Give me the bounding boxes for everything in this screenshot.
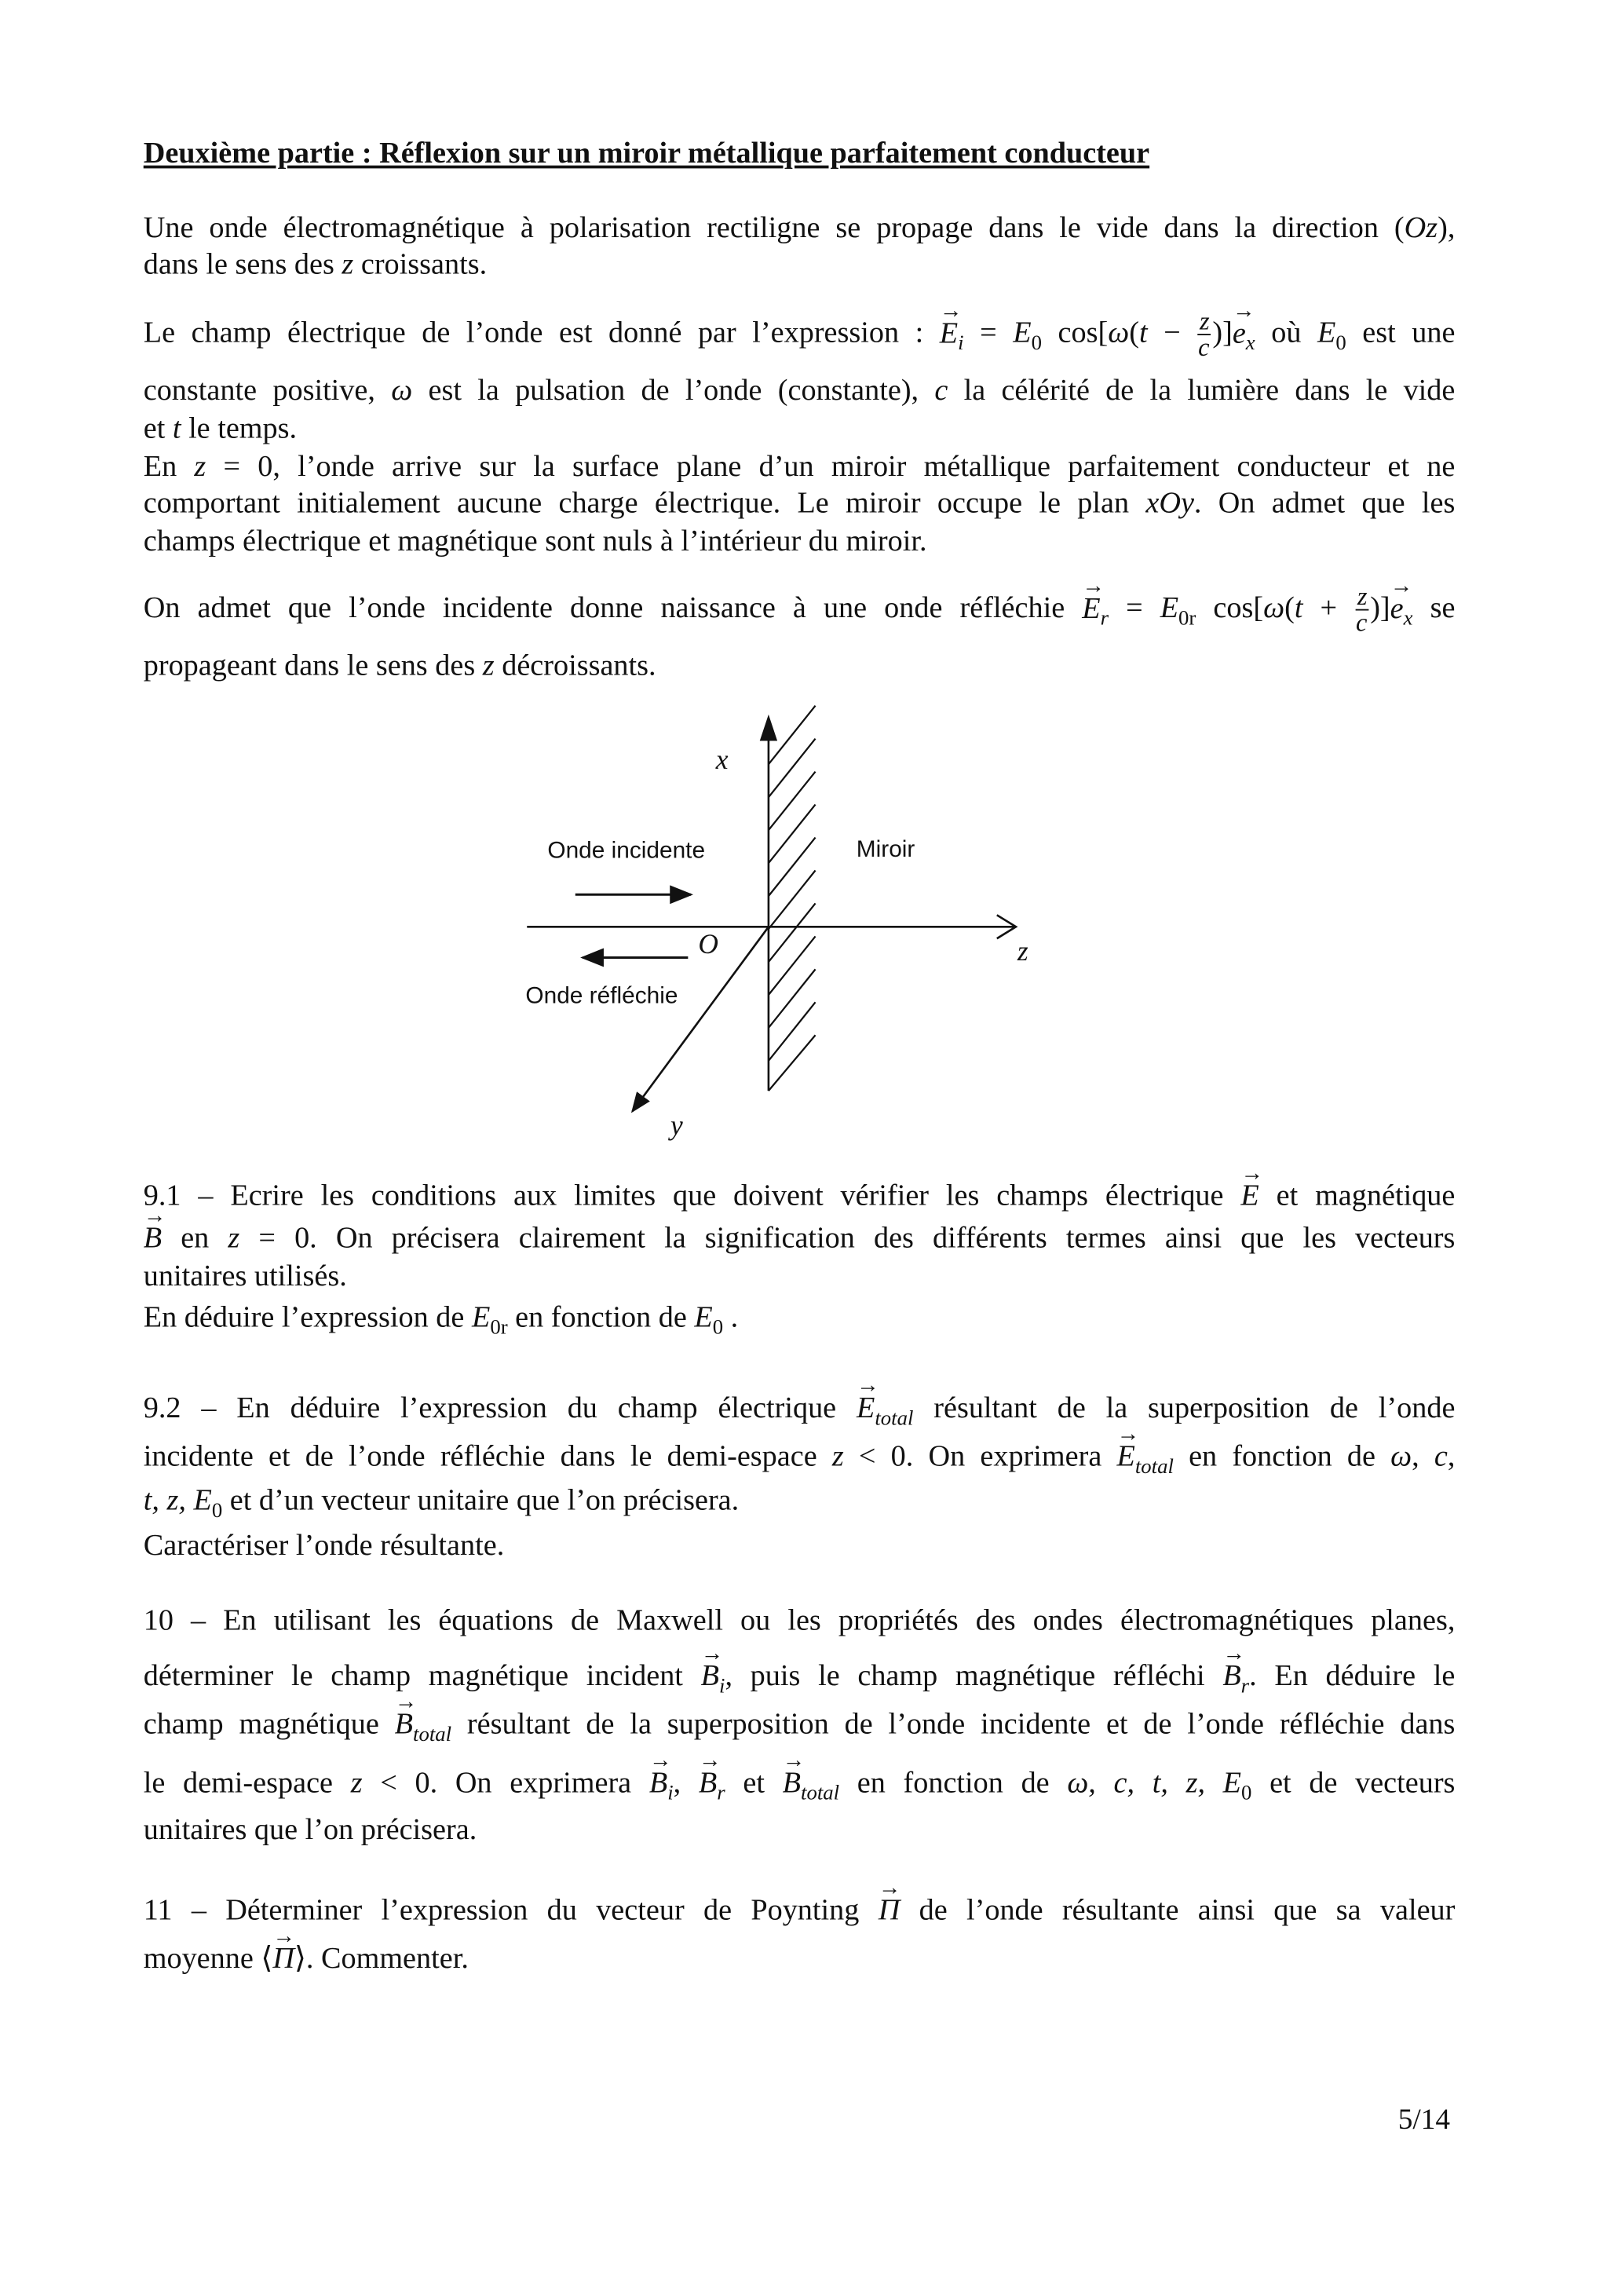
- math-symbol: 0: [1031, 331, 1043, 356]
- text-run: unitaires que l’on précisera.: [143, 1814, 477, 1847]
- math-symbol: 0r: [490, 1316, 508, 1340]
- question-line: [144, 1941, 1456, 1976]
- question-line: [144, 1766, 1456, 1812]
- text-run: champs électrique et magnétique sont nuls à l’intérieur du miroir.: [143, 525, 927, 558]
- math-symbol: 0: [211, 1499, 223, 1523]
- math-symbol: i: [718, 1675, 725, 1698]
- page-number: 5/14: [1397, 2104, 1451, 2137]
- vector-symbol: → E: [1116, 1439, 1134, 1475]
- vector-symbol: → e: [1390, 591, 1404, 627]
- math-symbol: total: [413, 1723, 452, 1747]
- text-run: .: [723, 1301, 739, 1334]
- math-symbol: 0: [1335, 331, 1346, 356]
- math-symbol: total: [1134, 1455, 1174, 1479]
- math-symbol: xOy: [1145, 487, 1194, 520]
- math-symbol: t: [172, 412, 181, 445]
- math-symbol: 0: [712, 1316, 724, 1340]
- vector-symbol: → Π: [272, 1941, 294, 1976]
- math-symbol: z: [194, 451, 206, 484]
- text-run: = 0. On précisera clairement la signification des différents termes ainsi que les vecteurs: [239, 1222, 1456, 1255]
- math-symbol: E: [1013, 316, 1032, 349]
- text-run: le demi-espace: [143, 1767, 351, 1800]
- text-run: en: [162, 1222, 228, 1255]
- numerator: z: [1357, 581, 1368, 611]
- question-line: [144, 1439, 1456, 1485]
- vector-symbol: → B: [395, 1707, 413, 1742]
- text-run: (: [1129, 316, 1139, 349]
- hatch-line: [769, 903, 816, 962]
- math-symbol: ω: [1390, 1440, 1412, 1473]
- text-run: ,: [1447, 1440, 1456, 1473]
- text-run: en fonction de: [507, 1301, 695, 1334]
- text-run: croissants.: [353, 248, 488, 282]
- question-line: [144, 1659, 1456, 1705]
- vector-symbol: → B: [649, 1766, 667, 1801]
- text-run: < 0. On exprimera: [843, 1440, 1117, 1473]
- vector-symbol: → E: [857, 1391, 875, 1426]
- vector-symbol: → B: [1222, 1659, 1240, 1695]
- math-symbol: ω: [391, 375, 413, 408]
- text-run: incidente et de l’onde réfléchie dans le demi-espace: [143, 1440, 832, 1473]
- question-line: [144, 1260, 1456, 1295]
- math-symbol: E: [1317, 316, 1336, 349]
- math-symbol: E: [1160, 592, 1179, 625]
- text-run: =: [1109, 592, 1160, 625]
- math-symbol: z: [342, 248, 354, 282]
- hatch-line: [769, 1035, 816, 1091]
- denominator: c: [1198, 333, 1210, 363]
- text-run: cos[: [1196, 592, 1264, 625]
- x-axis-label: x: [715, 745, 729, 777]
- math-symbol: c: [1434, 1440, 1448, 1473]
- math-symbol: t, z, E: [143, 1484, 212, 1517]
- hatch-line: [769, 772, 816, 831]
- text-run: résultant de la superposition de l’onde incidente et de l’onde réfléchie dans: [451, 1708, 1456, 1742]
- math-symbol: E: [694, 1301, 713, 1334]
- math-symbol: i: [958, 331, 964, 356]
- text-run: et d’un vecteur unitaire que l’on précisera.: [222, 1484, 740, 1517]
- text-run: 9.1 – Ecrire les conditions aux limites que doivent vérifier les champs électrique: [143, 1179, 1241, 1212]
- math-symbol: 0r: [1178, 607, 1196, 631]
- text-run: ⟩: [294, 1943, 306, 1976]
- text-run: En: [143, 451, 195, 484]
- text-run: propageant dans le sens des: [143, 649, 483, 682]
- text-run: en fonction de: [1173, 1440, 1391, 1473]
- text-run: constante positive,: [143, 375, 392, 408]
- text-run: )]: [1370, 592, 1390, 625]
- text-run: le temps.: [181, 412, 298, 445]
- denominator: c: [1355, 608, 1368, 638]
- math-symbol: x: [1245, 331, 1255, 356]
- text-run: est la pulsation de l’onde (constante),: [412, 375, 935, 408]
- text-run: 9.2 – En déduire l’expression du champ électrique: [143, 1392, 857, 1425]
- incident-wave-label: Onde incidente: [547, 839, 706, 865]
- text-run: où: [1255, 316, 1317, 349]
- x-axis-arrow-icon: [760, 715, 777, 741]
- question-line: [144, 1391, 1456, 1436]
- text-run: dans le sens des: [143, 248, 342, 282]
- math-symbol: r: [1100, 607, 1109, 631]
- text-run: et magnétique: [1259, 1179, 1456, 1212]
- origin-label: O: [698, 930, 719, 961]
- text-run: unitaires utilisés.: [143, 1260, 347, 1293]
- vector-symbol: → E: [940, 316, 958, 351]
- question-line: [144, 1483, 1456, 1529]
- vector-symbol: → B: [699, 1766, 717, 1801]
- vector-symbol: → B: [783, 1766, 801, 1801]
- math-symbol: 0: [1241, 1782, 1252, 1806]
- math-symbol: ω: [1108, 316, 1130, 349]
- hatch-line: [769, 936, 816, 995]
- text-run: Le champ électrique de l’onde est donné par l’expression :: [143, 316, 940, 349]
- math-symbol: total: [875, 1406, 914, 1431]
- hatch-line: [769, 969, 816, 1028]
- text-run: . Commenter.: [305, 1943, 469, 1976]
- math-symbol: total: [801, 1782, 840, 1806]
- question-line: [144, 1179, 1456, 1214]
- text-run: ,: [1412, 1440, 1434, 1473]
- math-symbol: c: [934, 375, 948, 408]
- text-run: cos[: [1042, 316, 1109, 349]
- math-symbol: E: [471, 1301, 491, 1334]
- text-run: +: [1302, 592, 1355, 625]
- text-run: résultant de la superposition de l’onde: [913, 1392, 1456, 1425]
- reflected-wave-label: Onde réfléchie: [525, 984, 678, 1009]
- text-run: déterminer le champ magnétique incident: [143, 1660, 701, 1693]
- text-run: Caractériser l’onde résultante.: [143, 1530, 505, 1563]
- math-symbol: t: [1138, 316, 1148, 349]
- text-run: −: [1147, 316, 1197, 349]
- math-symbol: r: [1240, 1675, 1250, 1698]
- text-run: = 0, l’onde arrive sur la surface plane d’un miroir métallique parfaitement conducteur et ne: [206, 451, 1456, 484]
- y-axis-label: y: [670, 1111, 683, 1143]
- question-line: [144, 1603, 1456, 1639]
- text-run: ),: [1438, 212, 1456, 245]
- question-line: [144, 1893, 1456, 1929]
- math-symbol: z: [482, 649, 495, 682]
- text-run: 10 – En utilisant les équations de Maxwell ou les propriétés des ondes électromagnétiques planes,: [143, 1604, 1456, 1637]
- text-run: ⟨: [261, 1943, 273, 1976]
- mirror-hatching: [769, 706, 816, 1091]
- text-run: 11 – Déterminer l’expression du vecteur de Poynting: [143, 1894, 879, 1927]
- text-run: Une onde électromagnétique à polarisation rectiligne se propage dans le vide dans la direction (: [143, 212, 1405, 245]
- hatch-line: [769, 871, 816, 930]
- text-run: =: [963, 316, 1014, 349]
- math-symbol: t: [1294, 592, 1303, 625]
- hatch-line: [769, 838, 816, 897]
- hatch-line: [769, 706, 816, 765]
- mirror-label: Miroir: [856, 837, 915, 863]
- text-run: (: [1284, 592, 1295, 625]
- text-run: la célérité de la lumière dans le vide: [948, 375, 1456, 408]
- vector-symbol: → B: [701, 1659, 719, 1695]
- vector-symbol: → E: [1082, 591, 1100, 627]
- text-run: en fonction de: [839, 1767, 1068, 1800]
- math-symbol: ω, c, t, z, E: [1067, 1767, 1242, 1800]
- text-run: . En déduire le: [1249, 1660, 1456, 1693]
- text-run: On admet que l’onde incidente donne naissance à une onde réfléchie: [143, 592, 1083, 625]
- question-line: [144, 1221, 1456, 1256]
- text-run: et: [143, 412, 173, 445]
- math-symbol: Oz: [1404, 212, 1438, 245]
- text-run: )]: [1212, 316, 1233, 349]
- text-run: et de vecteurs: [1251, 1767, 1456, 1800]
- text-run: En déduire l’expression de: [143, 1301, 472, 1334]
- hatch-line: [769, 739, 816, 798]
- text-run: ,: [673, 1767, 699, 1800]
- text-run: champ magnétique: [143, 1708, 395, 1742]
- hatch-line: [769, 805, 816, 864]
- question-line: [144, 1300, 1456, 1346]
- text-run: comportant initialement aucune charge électrique. Le miroir occupe le plan: [143, 487, 1146, 520]
- vector-symbol: → Π: [879, 1893, 901, 1929]
- z-axis-label: z: [1017, 937, 1028, 968]
- text-run: < 0. On exprimera: [362, 1767, 649, 1800]
- question-line: [144, 1812, 1456, 1848]
- question-line: [144, 1529, 1456, 1564]
- hatch-line: [769, 1002, 816, 1061]
- section-title: Deuxième partie : Réflexion sur un miroir métallique parfaitement conducteur: [143, 137, 1150, 170]
- math-symbol: x: [1403, 607, 1413, 631]
- math-symbol: z: [831, 1440, 844, 1473]
- text-run: est une: [1346, 316, 1456, 349]
- math-symbol: z: [228, 1222, 240, 1255]
- math-symbol: r: [717, 1782, 725, 1806]
- text-run: de l’onde résultante ainsi que sa valeur: [900, 1894, 1456, 1927]
- math-symbol: i: [667, 1782, 674, 1806]
- text-run: , puis le champ magnétique réfléchi: [725, 1660, 1223, 1693]
- text-run: moyenne: [143, 1943, 261, 1976]
- math-symbol: ω: [1263, 592, 1285, 625]
- numerator: z: [1199, 305, 1210, 335]
- vector-symbol: → B: [144, 1221, 162, 1256]
- text-run: et: [725, 1767, 783, 1800]
- vector-symbol: → E: [1240, 1179, 1259, 1214]
- text-run: décroissants.: [494, 649, 656, 682]
- vector-symbol: → e: [1233, 316, 1246, 351]
- math-symbol: z: [350, 1767, 363, 1800]
- text-run: . On admet que les: [1193, 487, 1456, 520]
- text-run: se: [1412, 592, 1456, 625]
